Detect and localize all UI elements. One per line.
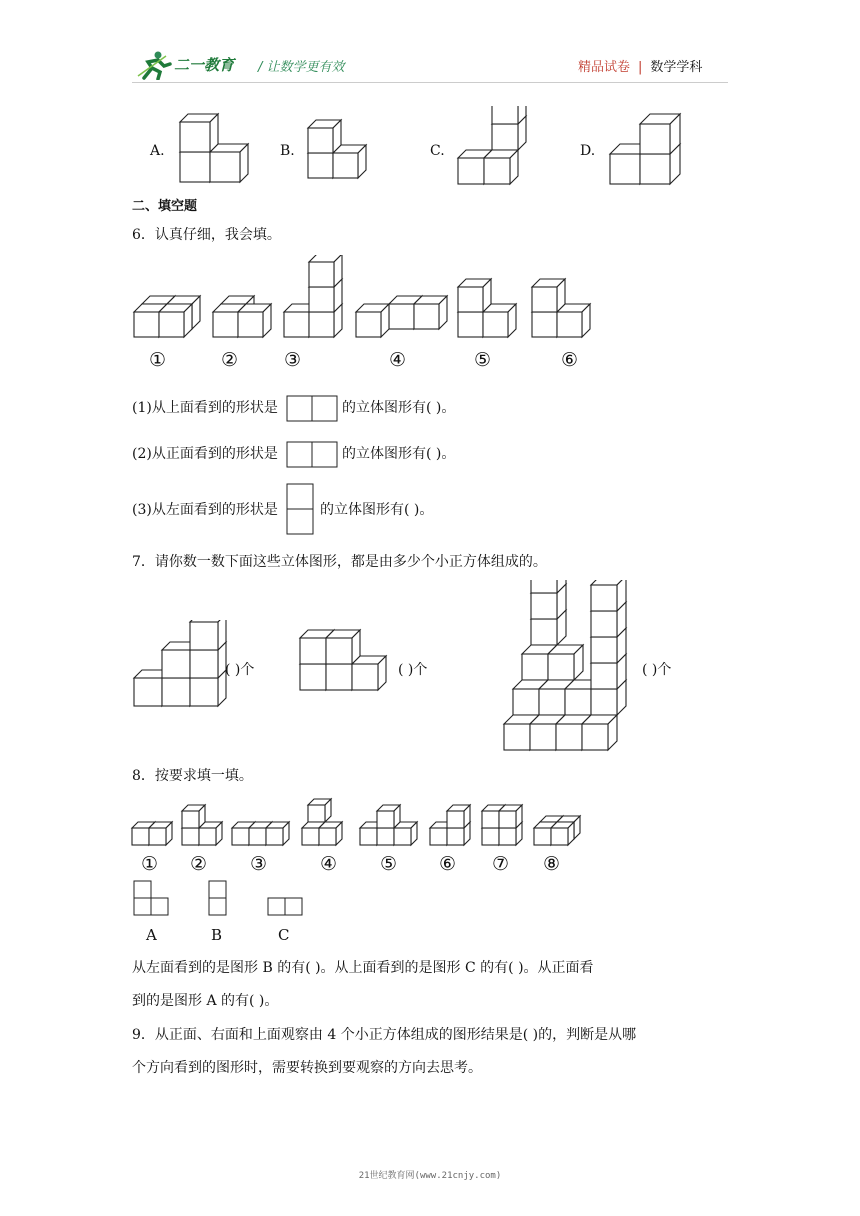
q6-figures <box>128 255 618 345</box>
q8-line-1: 从左面看到的是图形 B 的有( )。从上面看到的是图形 C 的有( )。从正面看 <box>132 960 594 976</box>
option-c-figure <box>448 106 538 191</box>
slogan: / 让数学更有效 <box>258 60 345 75</box>
unit-cube <box>377 805 400 828</box>
q6-part3-prefix: (3)从左面看到的形状是 <box>132 502 278 518</box>
header-divider <box>132 82 728 83</box>
q7-figure-1 <box>128 620 228 715</box>
unit-cube <box>149 822 172 845</box>
unit-cube <box>210 144 248 182</box>
unit-cube <box>394 822 417 845</box>
unit-cube <box>458 279 491 312</box>
unit-cube <box>591 580 626 611</box>
q6-label-5: ⑤ <box>474 349 492 371</box>
unit-cube <box>308 799 331 822</box>
q8-label-5: ⑤ <box>380 853 398 875</box>
q9-line-1: 9．从正面、右面和上面观察由 4 个小正方体组成的图形结果是( )的，判断是从哪 <box>132 1027 637 1043</box>
q6-part2-prefix: (2)从正面看到的形状是 <box>132 446 278 462</box>
q8-view-c-label: C <box>278 926 290 944</box>
q7-blank-2: ( )个 <box>398 662 428 678</box>
q7-figure-2 <box>294 628 394 698</box>
q6-part2-suffix: 的立体图形有( )。 <box>342 446 456 462</box>
unit-cube <box>180 114 218 152</box>
q6-label-2: ② <box>221 349 239 371</box>
q7-figure-3 <box>498 580 646 755</box>
q8-label-2: ② <box>190 853 208 875</box>
option-b-label: B. <box>280 143 295 159</box>
unit-cube <box>484 150 518 184</box>
option-d-label: D. <box>580 143 596 159</box>
unit-cube <box>640 114 680 154</box>
q8-label-4: ④ <box>320 853 338 875</box>
q9-line-2: 个方向看到的图形时，需要转换到要观察的方向去思考。 <box>132 1060 482 1076</box>
section-title: 二、填空题 <box>132 199 198 214</box>
header-right <box>578 56 702 75</box>
q6-label-4: ④ <box>389 349 407 371</box>
brand-name: 二一教育 <box>174 56 235 74</box>
option-a-label: A. <box>150 143 165 159</box>
runner-logo-icon <box>136 50 176 80</box>
footer: 21世纪教育网(www.21cnjy.com) <box>358 1171 502 1181</box>
unit-cube <box>551 822 574 845</box>
unit-cube <box>309 255 342 287</box>
unit-cube <box>319 822 342 845</box>
option-a-figure <box>170 110 260 190</box>
unit-cube <box>308 120 341 153</box>
option-c-label: C. <box>430 143 445 159</box>
q6-part1-suffix: 的立体图形有( )。 <box>342 400 456 416</box>
q6-label-1: ① <box>149 349 167 371</box>
q8-label-8: ⑧ <box>543 853 561 875</box>
q8-label-6: ⑥ <box>439 853 457 875</box>
unit-cube <box>532 279 565 312</box>
option-d-figure <box>600 106 700 191</box>
unit-cube <box>582 715 617 750</box>
q8-label-1: ① <box>141 853 159 875</box>
unit-cube <box>352 656 386 690</box>
unit-cube <box>182 805 205 828</box>
q7-blank-1: ( )个 <box>225 662 255 678</box>
q8-label-3: ③ <box>250 853 268 875</box>
unit-cube <box>557 304 590 337</box>
q8-view-a <box>132 880 172 920</box>
unit-cube <box>483 304 516 337</box>
q8-view-a-label: A <box>146 926 157 944</box>
q7-stem: 7．请你数一数下面这些立体图形，都是由多少个小正方体组成的。 <box>132 554 547 570</box>
unit-cube <box>199 822 222 845</box>
option-b-figure <box>298 114 378 184</box>
unit-cube <box>356 304 389 337</box>
q6-part2-shape <box>286 441 340 469</box>
unit-cube <box>414 296 447 329</box>
q8-view-b-label: B <box>211 926 223 944</box>
q8-label-7: ⑦ <box>492 853 510 875</box>
q8-stem: 8．按要求填一填。 <box>132 768 253 784</box>
q6-part3-shape <box>286 483 316 537</box>
unit-cube <box>159 304 192 337</box>
unit-cube <box>190 620 226 650</box>
q8-view-c <box>266 897 306 919</box>
subject-label: 数学学科 <box>650 60 703 75</box>
q6-stem: 6．认真仔细，我会填。 <box>132 227 281 243</box>
unit-cube <box>266 822 289 845</box>
q8-line-2: 到的是图形 A 的有( )。 <box>132 993 279 1009</box>
q8-view-b <box>207 880 231 920</box>
unit-cube <box>548 645 583 680</box>
unit-cube <box>333 145 366 178</box>
separator: | <box>638 60 643 75</box>
q6-label-6: ⑥ <box>561 349 579 371</box>
unit-cube <box>499 805 522 828</box>
q6-part3-suffix: 的立体图形有( )。 <box>320 502 434 518</box>
unit-cube <box>238 304 271 337</box>
q8-figures <box>128 795 598 850</box>
tag-label: 精品试卷 <box>578 60 631 75</box>
unit-cube <box>447 805 470 828</box>
q6-part1-prefix: (1)从上面看到的形状是 <box>132 400 278 416</box>
q6-part1-shape <box>286 395 340 423</box>
unit-cube <box>326 630 360 664</box>
unit-cube <box>492 106 526 124</box>
q6-label-3: ③ <box>284 349 302 371</box>
q7-blank-3: ( )个 <box>642 662 672 678</box>
